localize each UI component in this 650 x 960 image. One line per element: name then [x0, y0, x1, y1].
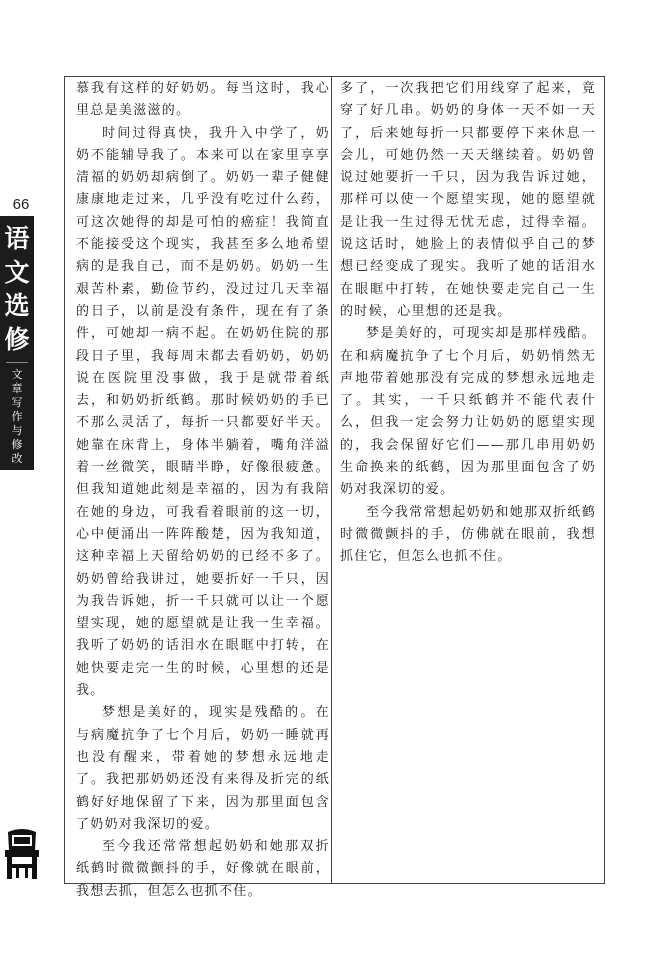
paragraph: 梦是美好的，可现实却是那样残酷。在和病魔抗争了七个月后，奶奶悄然无声地带着她那没有完成的梦想永远地走了。其实，一千只纸鹤并不能代表什么，但我一定会努力让奶奶的愿望实现的，我会保留好它们——那几串用奶奶生命换来的纸鹤，因为那里面包含了奶奶对我深切的爱。 — [340, 326, 596, 498]
column-divider — [331, 76, 332, 884]
paragraph: 时间过得真快，我升入中学了，奶奶不能辅导我了。本来可以在家里享享清福的奶奶却病倒了。奶奶一辈子健健康康地走过来，几乎没有吃过什么药，可这次她得的却是可怕的癌症！我简直不能接受这个现实，我甚至多么地希望病的是我自己，而不是奶奶。奶奶一生艰苦朴素，勤俭节约，没过过几天幸福的日子，以前是没有条件，现在有了条件，可她却一病不起。在奶奶住院的那段日子里，我每周末都去看奶奶，奶奶说在医院里没事做，我于是就带着纸去，和奶奶折纸鹤。那时候奶奶的手已不那么灵活了，每折一只都要好半天。她靠在床背上，身体半躺着，嘴角洋溢着一丝微笑，眼睛半睁，好像很疲惫。但我知道她此刻是幸福的，因为有我陪在她的身边，可我看着眼前的这一切，心中便涌出一阵阵酸楚，因为我知道，这种幸福上天留给奶奶的已经不多了。奶奶曾给我讲过，她要折好一千只，因为我告诉她，折一千只就可以让一个愿望实现，她的愿望就是让我一生幸福。我听了奶奶的话泪水在眼眶中打转，在她快要走完一生的时候，心里想的还是我。 — [76, 125, 330, 699]
subtitle-char: 文 — [11, 368, 23, 381]
sidebar-band — [0, 216, 34, 470]
left-column — [76, 78, 330, 903]
paragraph: 多了，一次我把它们用线穿了起来，竟穿了好几串。奶奶的身体一天不如一天了，后来她每折一只都要停下来休息一会儿，可她仍然一天天继续着。奶奶曾说过她要折一千只，因为我告诉过她，那样可以使一个愿望实现，她的愿望就是让我一生过得无忧无虑，过得幸福。说这话时，她脸上的表情似乎自己的梦想已经变成了现实。我听了她的话泪水在眼眶中打转，在她快要走完自己一生的时候，心里想的还是我。 — [340, 81, 596, 319]
paragraph: 梦想是美好的，现实是残酷的。在与病魔抗争了七个月后，奶奶一睡就再也没有醒来，带着她的梦想永远地走了。我把那奶奶还没有来得及折完的纸鹤好好地保留了下来，因为那里面包含了奶奶对我深切的爱。 — [76, 705, 330, 832]
paragraph: 至今我常常想起奶奶和她那双折纸鹤时微微颤抖的手，仿佛就在眼前，我想抓住它，但怎么也抓不住。 — [340, 504, 596, 565]
book-title-char: 选 — [4, 291, 30, 321]
subtitle-char: 作 — [11, 410, 23, 423]
book-subtitle — [0, 368, 34, 464]
right-column — [340, 78, 596, 569]
sidebar-divider — [6, 362, 28, 363]
subtitle-char: 修 — [11, 438, 23, 451]
book-title-char: 语 — [4, 224, 30, 254]
subtitle-char: 与 — [11, 424, 23, 437]
subtitle-char: 改 — [11, 452, 23, 465]
paragraph: 慕我有这样的好奶奶。每当这时，我心里总是美滋滋的。 — [76, 81, 330, 119]
book-title-char: 修 — [4, 324, 30, 354]
subtitle-char: 章 — [11, 382, 23, 395]
subtitle-char: 写 — [11, 396, 23, 409]
book-title-char: 文 — [4, 257, 30, 287]
page-number: 66 — [12, 196, 30, 213]
chair-icon — [2, 826, 42, 882]
book-title — [0, 216, 34, 356]
paragraph: 至今我还常常想起奶奶和她那双折纸鹤时微微颤抖的手，好像就在眼前，我想去抓，但怎么也抓不住。 — [76, 839, 330, 899]
